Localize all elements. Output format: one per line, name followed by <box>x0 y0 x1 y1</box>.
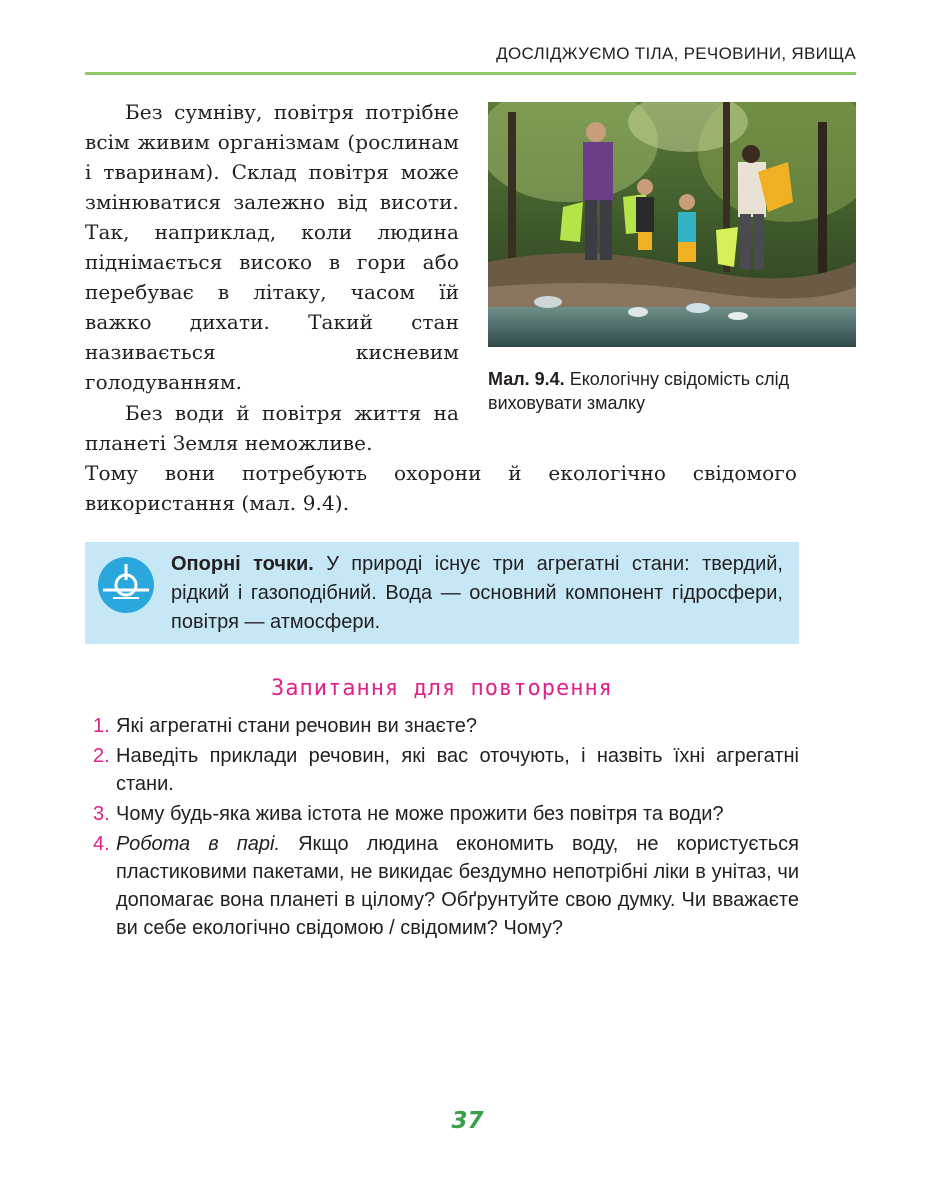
question-text: Наведіть приклади речовин, які вас оточують, і назвіть їхні агрегатні стани. <box>116 745 799 795</box>
body-paragraph-2b: Тому вони потребують охорони й екологічно свідомого використання (мал. 9.4). <box>85 461 797 515</box>
key-points-box <box>85 542 799 644</box>
question-text: Якщо людина економить воду, не користується пластиковими пакетами, не викидає бездумно непотрібні ліки в унітаз, чи допомагає вона планеті в цілому? Обґрунтуйте свою думку. Чи вважаєте ви себе екологічно свідомою / свідомим? Чому? <box>116 833 799 939</box>
question-number: 2. <box>93 745 110 767</box>
questions-list <box>85 712 799 944</box>
body-paragraph-2a: Без води й повітря життя на планеті Земля неможливе. <box>85 401 459 455</box>
questions-title: Запитання для повторення <box>271 676 613 701</box>
question-item <box>85 800 799 828</box>
question-item <box>85 830 799 942</box>
figure-label: Мал. 9.4. <box>488 369 565 389</box>
body-paragraph-1: Без сумніву, повітря потрібне всім живим організмам (рослинам і тваринам). Склад повітря може змінюватися залежно від висоти. Так, наприклад, коли людина піднімається високо в гори або перебуває в літаку, часом їй важко дихати. Такий стан називається кисневим голодуванням. <box>85 100 459 394</box>
question-number: 3. <box>93 803 110 825</box>
question-text: Які агрегатні стани речовин ви знаєте? <box>116 715 478 737</box>
figure-caption-text: Екологічну свідомість слід виховувати змалку <box>488 369 790 413</box>
question-item <box>85 712 799 740</box>
question-number: 4. <box>93 833 110 855</box>
key-points-text <box>171 550 783 637</box>
page-number: 37 <box>451 1108 484 1134</box>
question-number: 1. <box>93 715 110 737</box>
header-divider <box>85 72 856 75</box>
key-points-title: Опорні точки. <box>171 553 314 575</box>
key-points-body: У природі існує три агрегатні стани: твердий, рідкий і газоподібний. Вода — основний компонент гідросфери, повітря — атмосфери. <box>171 553 783 633</box>
target-icon <box>97 556 155 614</box>
question-text: Чому будь-яка жива істота не може прожити без повітря та води? <box>116 803 724 825</box>
figure-photo <box>488 102 856 347</box>
figure-caption <box>488 367 856 415</box>
question-item <box>85 742 799 798</box>
question-emphasis: Робота в парі. <box>116 833 281 855</box>
section-header: ДОСЛІДЖУЄМО ТІЛА, РЕЧОВИНИ, ЯВИЩА <box>496 44 856 63</box>
